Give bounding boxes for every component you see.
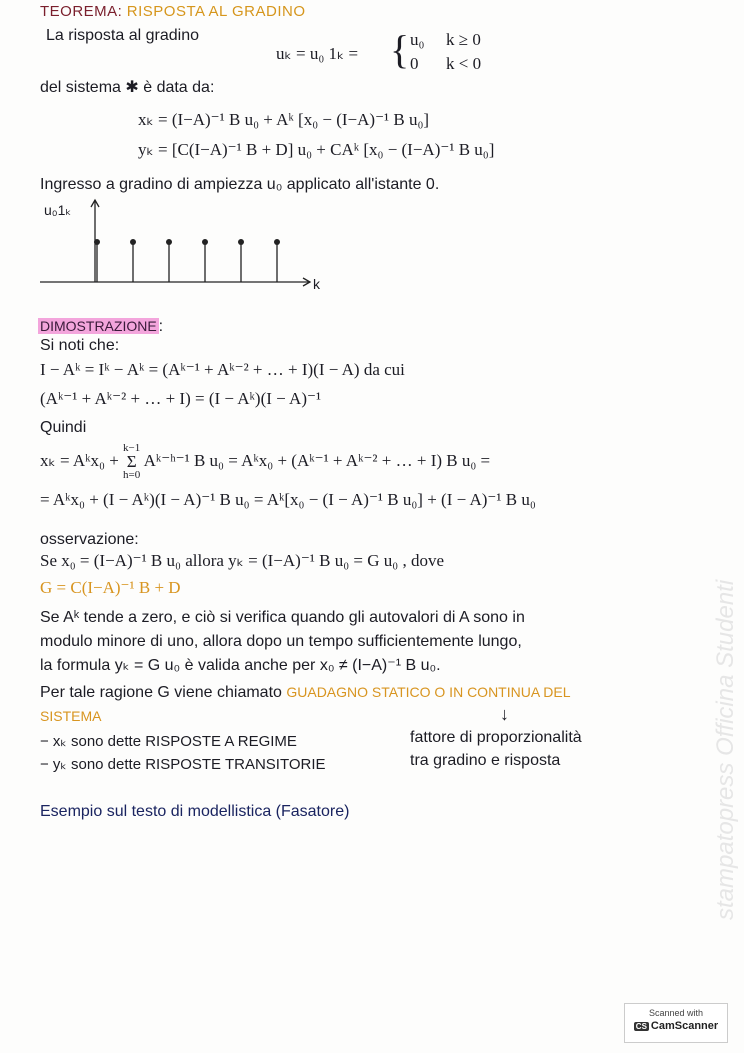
- proof-line-1: Si noti che:: [40, 337, 120, 354]
- stem-point: [274, 239, 280, 245]
- plot-xlabel: k: [313, 276, 320, 292]
- proof-line-3: (Aᵏ⁻¹ + Aᵏ⁻² + … + I) = (I − Aᵏ)(I − A)⁻¹: [40, 389, 322, 408]
- case2-value: 0: [410, 54, 419, 73]
- observation-label: osservazione:: [40, 531, 139, 548]
- scanned-with-text: Scanned with: [648, 1008, 704, 1018]
- stem-point: [130, 239, 136, 245]
- theorem-label: TEOREMA:: [40, 3, 123, 20]
- stem-point: [94, 239, 100, 245]
- camscanner-logo-icon: CS: [635, 1022, 647, 1031]
- watermark: stampatopress Officina Studenti: [712, 579, 739, 920]
- sum-upper: k−1: [123, 442, 141, 455]
- observation-p4: [40, 682, 571, 703]
- case2-condition: k < 0: [446, 54, 482, 73]
- system-line: del sistema ✱ è data da:: [40, 79, 215, 96]
- equation-x: xₖ = (I−A)⁻¹ B u₀ + Aᵏ [x₀ − (I−A)⁻¹ B u₀]: [138, 110, 430, 129]
- stem-point: [166, 239, 172, 245]
- observation-p1: Se Aᵏ tende a zero, e ciò si verifica quando gli autovalori di A sono in: [40, 609, 525, 626]
- bullet-2: − yₖ sono dette RISPOSTE TRANSITORIE: [40, 756, 326, 773]
- camscanner-badge: [624, 1003, 728, 1043]
- equation-y: yₖ = [C(I−A)⁻¹ B + D] u₀ + CAᵏ [x₀ − (I−A)⁻¹ B u₀]: [138, 140, 495, 159]
- static-gain-term: GUADAGNO STATICO O IN CONTINUA DEL: [286, 684, 571, 700]
- brace: {: [390, 27, 410, 72]
- observation-p2: modulo minore di uno, allora dopo un tempo sufficientemente lungo,: [40, 633, 522, 650]
- proof-line-2: I − Aᵏ = Iᵏ − Aᵏ = (Aᵏ⁻¹ + Aᵏ⁻² + … + I)(I − A) da cui: [40, 360, 405, 379]
- theorem-title: RISPOSTA AL GRADINO: [126, 3, 306, 20]
- proof-line-4: Quindi: [40, 419, 87, 436]
- stem-point: [202, 239, 208, 245]
- proof-colon: :: [158, 318, 164, 335]
- line5-start: xₖ = Aᵏx₀ +: [40, 451, 124, 470]
- note-1: fattore di proporzionalità: [410, 729, 582, 746]
- summation: [123, 443, 140, 481]
- stems: [94, 239, 280, 282]
- proof-line-5: [40, 442, 490, 481]
- step-definition-lhs: uₖ = u₀ 1ₖ =: [276, 44, 359, 63]
- note-2: tra gradino e risposta: [410, 752, 561, 769]
- plot-ylabel: u₀1ₖ: [44, 202, 72, 218]
- static-gain-term-cont: SISTEMA: [40, 708, 102, 724]
- intro-text: La risposta al gradino: [46, 27, 199, 44]
- step-plot: [0, 0, 330, 300]
- proof-heading: [38, 316, 163, 337]
- case1-condition: k ≥ 0: [446, 30, 481, 49]
- observation-p3: la formula yₖ = G u₀ è valida anche per x₀ ≠ (I−A)⁻¹ B u₀.: [40, 657, 441, 674]
- sum-lower: h=0: [123, 469, 141, 482]
- arrow-down-icon: ↓: [500, 704, 509, 724]
- proof-label: DIMOSTRAZIONE: [40, 318, 157, 334]
- observation-line-1: Se x₀ = (I−A)⁻¹ B u₀ allora yₖ = (I−A)⁻¹ B u₀ = G u₀ , dove: [40, 551, 444, 570]
- camscanner-brand: CamScanner: [650, 1020, 719, 1032]
- p4-text: Per tale ragione G viene chiamato: [40, 684, 287, 701]
- line5-end: Aᵏ⁻ʰ⁻¹ B u₀ = Aᵏx₀ + (Aᵏ⁻¹ + Aᵏ⁻² + … + I) B u₀ =: [140, 451, 491, 470]
- proof-line-6: = Aᵏx₀ + (I − Aᵏ)(I − A)⁻¹ B u₀ = Aᵏ[x₀ − (I − A)⁻¹ B u₀] + (I − A)⁻¹ B u₀: [40, 490, 536, 509]
- stem-point: [238, 239, 244, 245]
- step-note: Ingresso a gradino di ampiezza u₀ applicato all'istante 0.: [40, 176, 440, 193]
- bullet-1: − xₖ sono dette RISPOSTE A REGIME: [40, 733, 297, 750]
- gain-definition: G = C(I−A)⁻¹ B + D: [40, 578, 181, 597]
- example-note: Esempio sul testo di modellistica (Fasatore): [40, 803, 350, 820]
- case1-value: u₀: [410, 30, 425, 49]
- sigma-icon: Σ: [126, 452, 137, 472]
